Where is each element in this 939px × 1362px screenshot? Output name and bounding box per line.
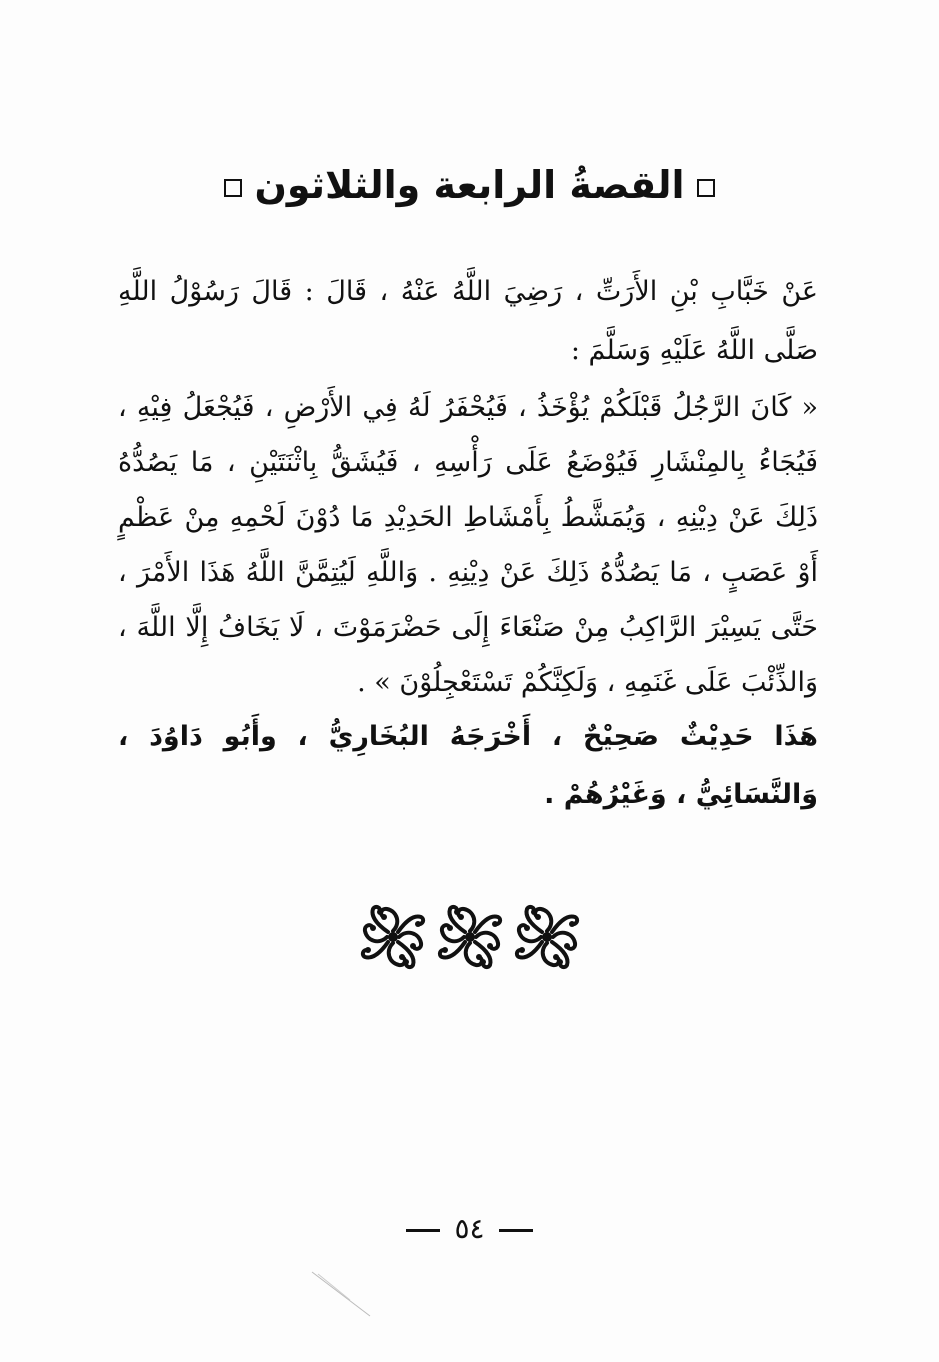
dash-divider xyxy=(406,1229,440,1232)
hadith-text: « كَانَ الرَّجُلُ قَبْلَكُمْ يُؤْخَذُ ، فَيُحْفَرُ لَهُ فِي الأَرْضِ ، فَيُجْعَلُ فِيْهِ ، فَيُجَاءُ بِالمِنْشَارِ فَيُوْضَعُ عَلَى رَأْسِهِ ، فَيُشَقُّ بِاثْنَتَيْنِ ، مَا يَصُدُّهُ ذَلِكَ عَنْ دِيْنِهِ ، وَيُمَشَّطُ بِأَمْشَاطِ الحَدِيْدِ مَا دُوْنَ لَحْمِهِ مِنْ عَظْمٍ أَوْ عَصَبٍ ، مَا يَصُدُّهُ ذَلِكَ عَنْ دِيْنِهِ . وَاللَّهِ لَيُتِمَّنَّ اللَّهُ هَذَا الأَمْرَ ، حَتَّى يَسِيْرَ الرَّاكِبُ مِنْ صَنْعَاءَ إِلَى حَضْرَمَوْتَ ، لَا يَخَافُ إِلَّا اللَّهَ ، وَالذِّئْبَ عَلَى غَنَمِهِ ، وَلَكِنَّكُمْ تَسْتَعْجِلُوْنَ » . xyxy=(118,392,818,698)
story-title-text: القصةُ الرابعة والثلاثون xyxy=(254,163,685,207)
square-bullet-icon xyxy=(697,179,715,197)
scan-mark xyxy=(310,1270,380,1320)
floral-ornament-icon xyxy=(355,898,585,976)
square-bullet-icon xyxy=(224,179,242,197)
page-number xyxy=(0,1212,939,1245)
narration-intro: عَنْ خَبَّابِ بْنِ الأَرَتِّ ، رَضِيَ اللَّهُ عَنْهُ ، قَالَ : قَالَ رَسُوْلُ اللَّهِ صَلَّى اللَّهُ عَلَيْهِ وَسَلَّمَ : xyxy=(118,276,818,366)
page-number-text: ٥٤ xyxy=(454,1212,485,1245)
story-title xyxy=(0,150,939,220)
authentication-note: هَذَا حَدِيْثٌ صَحِيْحٌ ، أَخْرَجَهُ البُخَارِيُّ ، وأَبُو دَاوُدَ ، وَالنَّسَائِيُّ ، وَغَيْرُهُمْ . xyxy=(118,721,818,810)
dash-divider xyxy=(499,1229,533,1232)
